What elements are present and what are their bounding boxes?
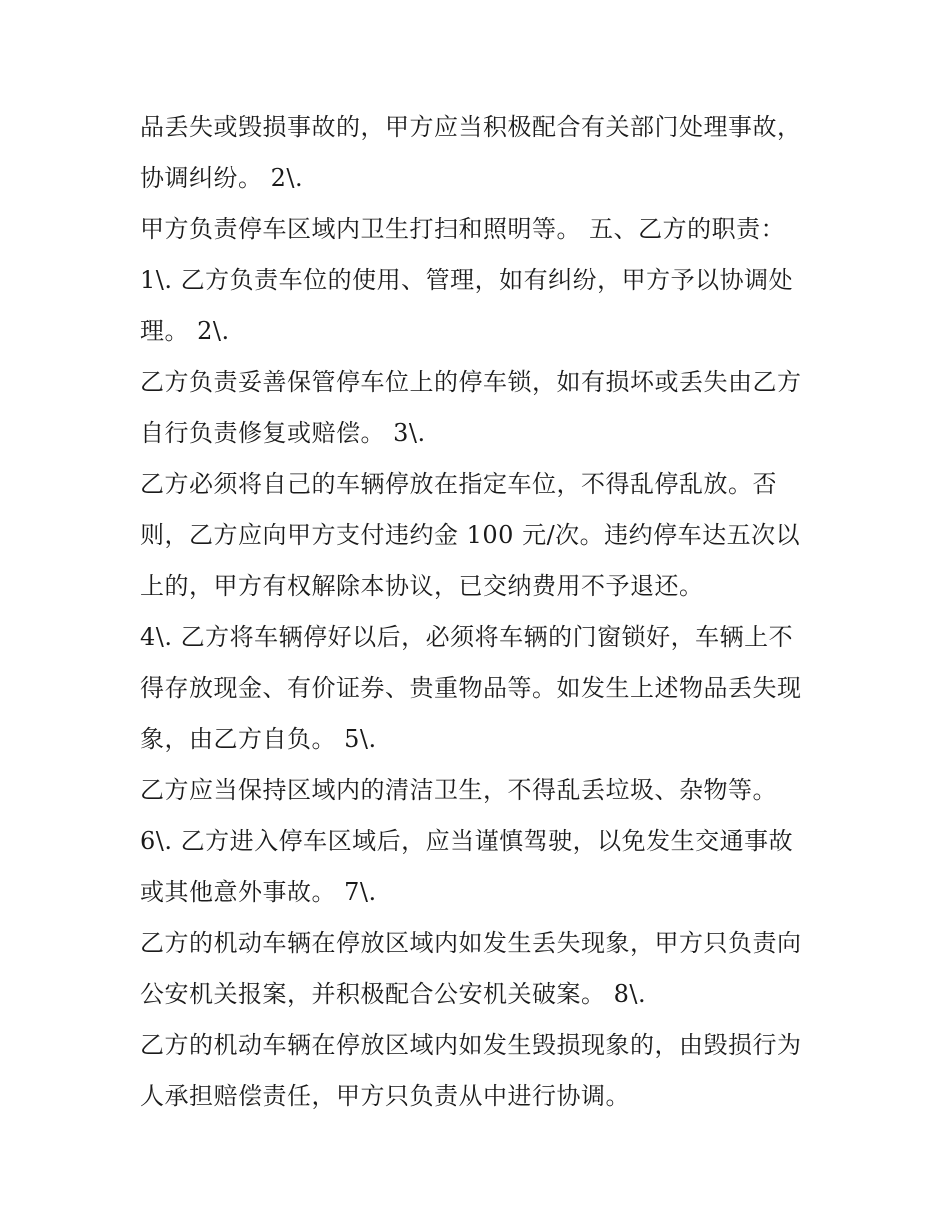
text-line: 甲方负责停车区域内卫生打扫和照明等。 五、乙方的职责：: [140, 215, 786, 243]
text-line: 或其他意外事故。 7\.: [140, 878, 377, 906]
text-line: 协调纠纷。 2\.: [140, 164, 304, 192]
text-line: 6\. 乙方进入停车区域后，应当谨慎驾驶，以免发生交通事故: [140, 827, 794, 855]
text-line: 理。 2\.: [140, 317, 230, 345]
text-line: 人承担赔偿责任，甲方只负责从中进行协调。: [140, 1082, 630, 1110]
text-line: 则，乙方应向甲方支付违约金 100 元/次。违约停车达五次以: [140, 521, 801, 549]
text-line: 上的，甲方有权解除本协议，已交纳费用不予退还。: [140, 572, 704, 600]
text-line: 象，由乙方自负。 5\.: [140, 725, 377, 753]
document-body: [140, 102, 820, 1122]
text-line: 公安机关报案，并积极配合公安机关破案。 8\.: [140, 980, 647, 1008]
text-line: 4\. 乙方将车辆停好以后，必须将车辆的门窗锁好，车辆上不: [140, 623, 794, 651]
text-line: 乙方的机动车辆在停放区域内如发生毁损现象的，由毁损行为: [140, 1031, 802, 1059]
text-line: 自行负责修复或赔偿。 3\.: [140, 419, 426, 447]
text-line: 乙方负责妥善保管停车位上的停车锁，如有损坏或丢失由乙方: [140, 368, 802, 396]
text-line: 品丢失或毁损事故的，甲方应当积极配合有关部门处理事故，: [140, 113, 802, 141]
text-line: 乙方的机动车辆在停放区域内如发生丢失现象，甲方只负责向: [140, 929, 802, 957]
text-line: 得存放现金、有价证券、贵重物品等。如发生上述物品丢失现: [140, 674, 802, 702]
text-line: 乙方必须将自己的车辆停放在指定车位，不得乱停乱放。否: [140, 470, 777, 498]
text-line: 乙方应当保持区域内的清洁卫生，不得乱丢垃圾、杂物等。: [140, 776, 777, 804]
text-line: 1\. 乙方负责车位的使用、管理，如有纠纷，甲方予以协调处: [140, 266, 794, 294]
